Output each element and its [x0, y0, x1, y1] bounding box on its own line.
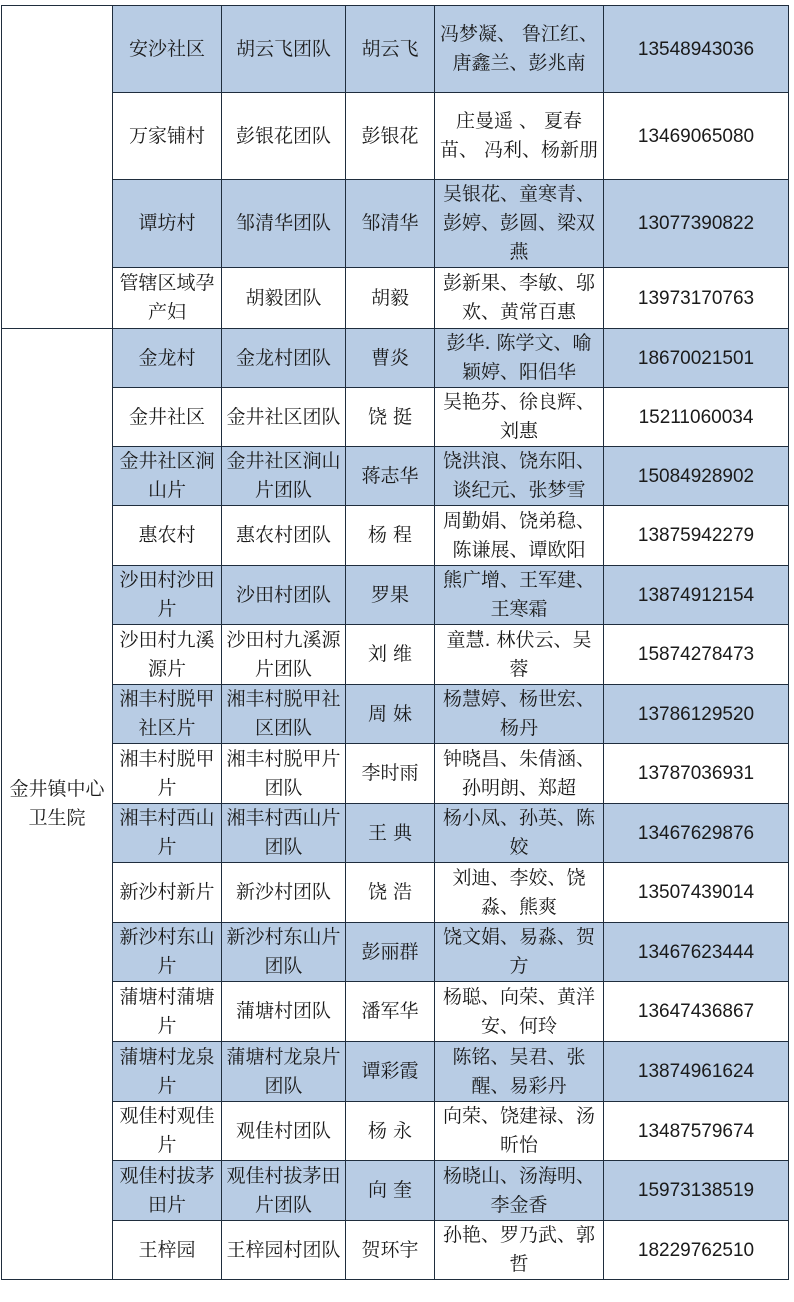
team-members-cell: 彭新果、李敏、邬欢、黄常百惠 [435, 268, 604, 329]
village-cell: 惠农村 [113, 506, 222, 566]
team-name-cell: 沙田村团队 [222, 566, 346, 625]
phone-cell: 15084928902 [604, 447, 789, 506]
team-leader-cell: 彭银花 [346, 93, 435, 180]
roster-body [2, 6, 789, 1280]
table-row [2, 93, 789, 180]
table-row [2, 268, 789, 329]
team-leader-cell: 王 典 [346, 804, 435, 863]
team-name-cell: 沙田村九溪源片团队 [222, 625, 346, 685]
table-row [2, 1161, 789, 1221]
team-members-cell: 饶文娟、易淼、贺方 [435, 923, 604, 982]
team-name-cell: 王梓园村团队 [222, 1221, 346, 1280]
team-name-cell: 惠农村团队 [222, 506, 346, 566]
team-leader-cell: 向 奎 [346, 1161, 435, 1221]
village-cell: 沙田村九溪源片 [113, 625, 222, 685]
team-name-cell: 蒲塘村团队 [222, 982, 346, 1042]
table-row [2, 447, 789, 506]
team-members-cell: 刘迪、李姣、饶淼、熊爽 [435, 863, 604, 923]
team-leader-cell: 饶 浩 [346, 863, 435, 923]
phone-cell: 13077390822 [604, 180, 789, 268]
phone-cell: 13787036931 [604, 744, 789, 804]
phone-cell: 15874278473 [604, 625, 789, 685]
village-cell: 金井社区涧山片 [113, 447, 222, 506]
village-cell: 王梓园 [113, 1221, 222, 1280]
village-cell: 万家铺村 [113, 93, 222, 180]
phone-cell: 18229762510 [604, 1221, 789, 1280]
team-name-cell: 胡云飞团队 [222, 6, 346, 93]
hospital-cell: 金井镇中心卫生院 [2, 329, 113, 1280]
hospital-cell [2, 6, 113, 329]
village-cell: 湘丰村脱甲片 [113, 744, 222, 804]
village-cell: 新沙村新片 [113, 863, 222, 923]
village-cell: 蒲塘村龙泉片 [113, 1042, 222, 1102]
team-name-cell: 蒲塘村龙泉片团队 [222, 1042, 346, 1102]
team-members-cell: 钟晓昌、朱倩涵、孙明朗、郑超 [435, 744, 604, 804]
team-name-cell: 湘丰村脱甲片团队 [222, 744, 346, 804]
team-leader-cell: 罗果 [346, 566, 435, 625]
phone-cell: 15973138519 [604, 1161, 789, 1221]
team-name-cell: 新沙村东山片团队 [222, 923, 346, 982]
phone-cell: 15211060034 [604, 388, 789, 447]
village-cell: 蒲塘村蒲塘片 [113, 982, 222, 1042]
phone-cell: 13874961624 [604, 1042, 789, 1102]
phone-cell: 13548943036 [604, 6, 789, 93]
phone-cell: 13875942279 [604, 506, 789, 566]
village-cell: 观佳村拔茅田片 [113, 1161, 222, 1221]
table-row [2, 744, 789, 804]
team-members-cell: 孙艳、罗乃武、郭哲 [435, 1221, 604, 1280]
phone-cell: 13469065080 [604, 93, 789, 180]
table-row [2, 566, 789, 625]
village-cell: 金井社区 [113, 388, 222, 447]
phone-cell: 13874912154 [604, 566, 789, 625]
table-row [2, 6, 789, 93]
village-cell: 湘丰村脱甲社区片 [113, 685, 222, 744]
table-row [2, 1221, 789, 1280]
table-row [2, 388, 789, 447]
team-members-cell: 杨聪、向荣、黄洋安、何玲 [435, 982, 604, 1042]
team-leader-cell: 饶 挺 [346, 388, 435, 447]
team-name-cell: 观佳村拔茅田片团队 [222, 1161, 346, 1221]
village-cell: 管辖区域孕产妇 [113, 268, 222, 329]
team-members-cell: 冯梦凝、 鲁江红、唐鑫兰、彭兆南 [435, 6, 604, 93]
team-name-cell: 金龙村团队 [222, 329, 346, 388]
phone-cell: 13973170763 [604, 268, 789, 329]
team-leader-cell: 周 妹 [346, 685, 435, 744]
team-members-cell: 杨慧婷、杨世宏、杨丹 [435, 685, 604, 744]
team-leader-cell: 杨 永 [346, 1102, 435, 1161]
phone-cell: 13786129520 [604, 685, 789, 744]
team-leader-cell: 曹炎 [346, 329, 435, 388]
team-members-cell: 童慧. 林伏云、吴蓉 [435, 625, 604, 685]
team-members-cell: 庄曼遥 、 夏春苗、 冯利、杨新朋 [435, 93, 604, 180]
team-roster-table [1, 5, 789, 1280]
team-leader-cell: 贺环宇 [346, 1221, 435, 1280]
team-members-cell: 彭华. 陈学文、喻颖婷、阳侣华 [435, 329, 604, 388]
table-row [2, 923, 789, 982]
table-row [2, 685, 789, 744]
phone-cell: 13467629876 [604, 804, 789, 863]
village-cell: 新沙村东山片 [113, 923, 222, 982]
team-leader-cell: 谭彩霞 [346, 1042, 435, 1102]
team-leader-cell: 蒋志华 [346, 447, 435, 506]
table-row [2, 180, 789, 268]
team-name-cell: 金井社区团队 [222, 388, 346, 447]
team-members-cell: 吴艳芬、徐良辉、刘惠 [435, 388, 604, 447]
team-members-cell: 杨小凤、孙英、陈姣 [435, 804, 604, 863]
team-name-cell: 金井社区涧山片团队 [222, 447, 346, 506]
team-members-cell: 杨晓山、汤海明、李金香 [435, 1161, 604, 1221]
team-leader-cell: 胡云飞 [346, 6, 435, 93]
phone-cell: 13467623444 [604, 923, 789, 982]
table-row [2, 863, 789, 923]
village-cell: 沙田村沙田片 [113, 566, 222, 625]
team-members-cell: 周勤娟、饶弟稳、陈谦展、谭欧阳 [435, 506, 604, 566]
team-leader-cell: 杨 程 [346, 506, 435, 566]
phone-cell: 18670021501 [604, 329, 789, 388]
village-cell: 谭坊村 [113, 180, 222, 268]
team-name-cell: 观佳村团队 [222, 1102, 346, 1161]
team-members-cell: 熊广增、王军建、王寒霜 [435, 566, 604, 625]
phone-cell: 13647436867 [604, 982, 789, 1042]
table-row [2, 506, 789, 566]
team-leader-cell: 潘军华 [346, 982, 435, 1042]
table-row [2, 982, 789, 1042]
team-name-cell: 彭银花团队 [222, 93, 346, 180]
team-members-cell: 陈铭、吴君、张醒、易彩丹 [435, 1042, 604, 1102]
team-name-cell: 湘丰村西山片团队 [222, 804, 346, 863]
team-members-cell: 饶洪浪、饶东阳、谈纪元、张梦雪 [435, 447, 604, 506]
table-row [2, 804, 789, 863]
team-leader-cell: 邹清华 [346, 180, 435, 268]
table-row [2, 1042, 789, 1102]
team-leader-cell: 胡毅 [346, 268, 435, 329]
phone-cell: 13507439014 [604, 863, 789, 923]
team-leader-cell: 李时雨 [346, 744, 435, 804]
team-name-cell: 邹清华团队 [222, 180, 346, 268]
team-leader-cell: 彭丽群 [346, 923, 435, 982]
team-name-cell: 新沙村团队 [222, 863, 346, 923]
village-cell: 安沙社区 [113, 6, 222, 93]
team-leader-cell: 刘 维 [346, 625, 435, 685]
team-members-cell: 向荣、饶建禄、汤昕怡 [435, 1102, 604, 1161]
team-name-cell: 胡毅团队 [222, 268, 346, 329]
team-name-cell: 湘丰村脱甲社区团队 [222, 685, 346, 744]
village-cell: 金龙村 [113, 329, 222, 388]
phone-cell: 13487579674 [604, 1102, 789, 1161]
village-cell: 观佳村观佳片 [113, 1102, 222, 1161]
team-members-cell: 吴银花、童寒青、彭婷、彭圆、梁双燕 [435, 180, 604, 268]
table-row [2, 329, 789, 388]
village-cell: 湘丰村西山片 [113, 804, 222, 863]
table-row [2, 1102, 789, 1161]
table-row [2, 625, 789, 685]
